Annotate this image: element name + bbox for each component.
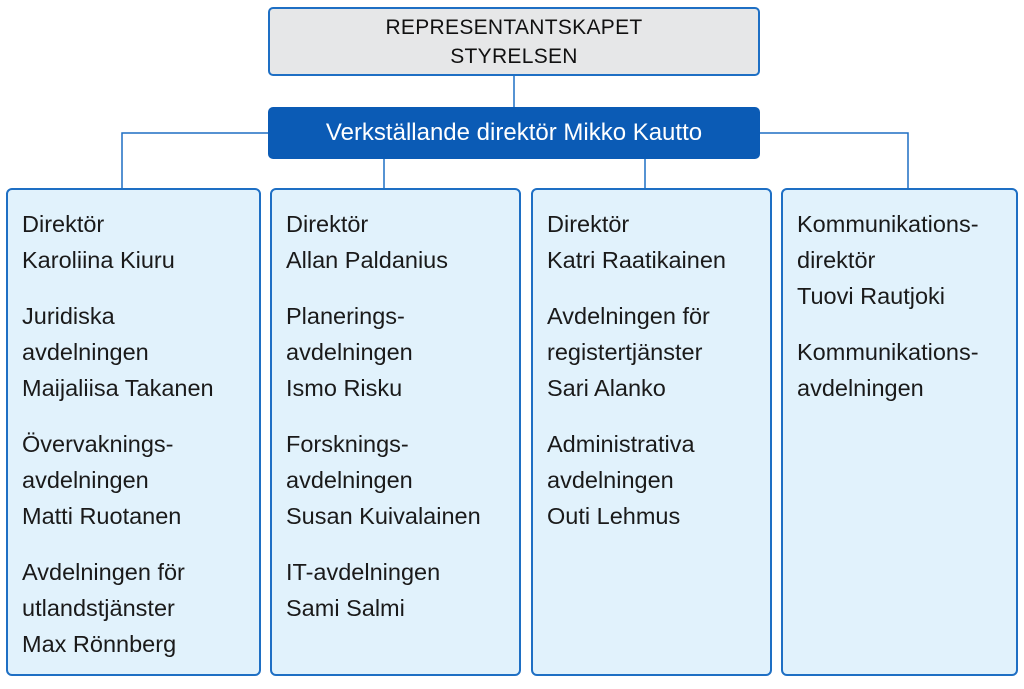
- entry-line: Juridiska: [22, 303, 115, 329]
- entry-line: Övervaknings-: [22, 431, 174, 457]
- entry-line: Planerings-: [286, 303, 405, 329]
- entry-line: Sari Alanko: [547, 375, 666, 401]
- entry-line: avdelningen: [286, 339, 413, 365]
- entry-line: avdelningen: [797, 375, 924, 401]
- entry-line: direktör: [797, 247, 876, 273]
- department-column-3: [531, 188, 772, 676]
- entry-line: Avdelningen för: [547, 303, 710, 329]
- entry-line: utlandstjänster: [22, 595, 175, 621]
- entry-line: Tuovi Rautjoki: [797, 283, 946, 309]
- entry: [286, 298, 519, 406]
- entry: [547, 206, 770, 278]
- entry-line: Max Rönnberg: [22, 631, 177, 657]
- entry: [286, 554, 519, 626]
- entry: [22, 554, 259, 662]
- entry: [547, 298, 770, 406]
- entry-line: Direktör: [547, 211, 630, 237]
- department-column-2: [270, 188, 521, 676]
- entry-line: avdelningen: [547, 467, 674, 493]
- entry: [22, 298, 259, 406]
- entry-line: Administrativa: [547, 431, 695, 457]
- department-column-1: [6, 188, 261, 676]
- entry-line: Avdelningen för: [22, 559, 185, 585]
- entry-line: Karoliina Kiuru: [22, 247, 175, 273]
- entry: [22, 426, 259, 534]
- entry-line: Ismo Risku: [286, 375, 403, 401]
- connector-ceo-to-column-1: [122, 133, 268, 188]
- connector-ceo-to-column-4: [760, 133, 908, 188]
- entry-line: Katri Raatikainen: [547, 247, 726, 273]
- board-label-line-2: STYRELSEN: [450, 44, 578, 68]
- entry-line: Sami Salmi: [286, 595, 405, 621]
- entry: [797, 206, 1016, 314]
- board-box: [268, 7, 760, 76]
- entry: [797, 334, 1016, 406]
- entry: [286, 206, 519, 278]
- entry-line: Allan Paldanius: [286, 247, 448, 273]
- entry-line: avdelningen: [286, 467, 413, 493]
- entry-line: Forsknings-: [286, 431, 409, 457]
- entry-line: Outi Lehmus: [547, 503, 681, 529]
- entry-line: Direktör: [286, 211, 369, 237]
- entry-line: Maijaliisa Takanen: [22, 375, 214, 401]
- entry: [22, 206, 259, 278]
- entry-line: registertjänster: [547, 339, 703, 365]
- entry-line: Kommunikations-: [797, 211, 979, 237]
- entry: [286, 426, 519, 534]
- entry-line: Matti Ruotanen: [22, 503, 182, 529]
- entry-line: IT-avdelningen: [286, 559, 441, 585]
- entry-line: avdelningen: [22, 339, 149, 365]
- ceo-box: [268, 107, 760, 159]
- entry-line: Susan Kuivalainen: [286, 503, 481, 529]
- entry-line: Kommunikations-: [797, 339, 979, 365]
- entry-line: Direktör: [22, 211, 105, 237]
- ceo-label: Verkställande direktör Mikko Kautto: [325, 119, 703, 146]
- department-column-4: [781, 188, 1018, 676]
- entry: [547, 426, 770, 534]
- board-label-line-1: REPRESENTANTSKAPET: [385, 15, 643, 39]
- entry-line: avdelningen: [22, 467, 149, 493]
